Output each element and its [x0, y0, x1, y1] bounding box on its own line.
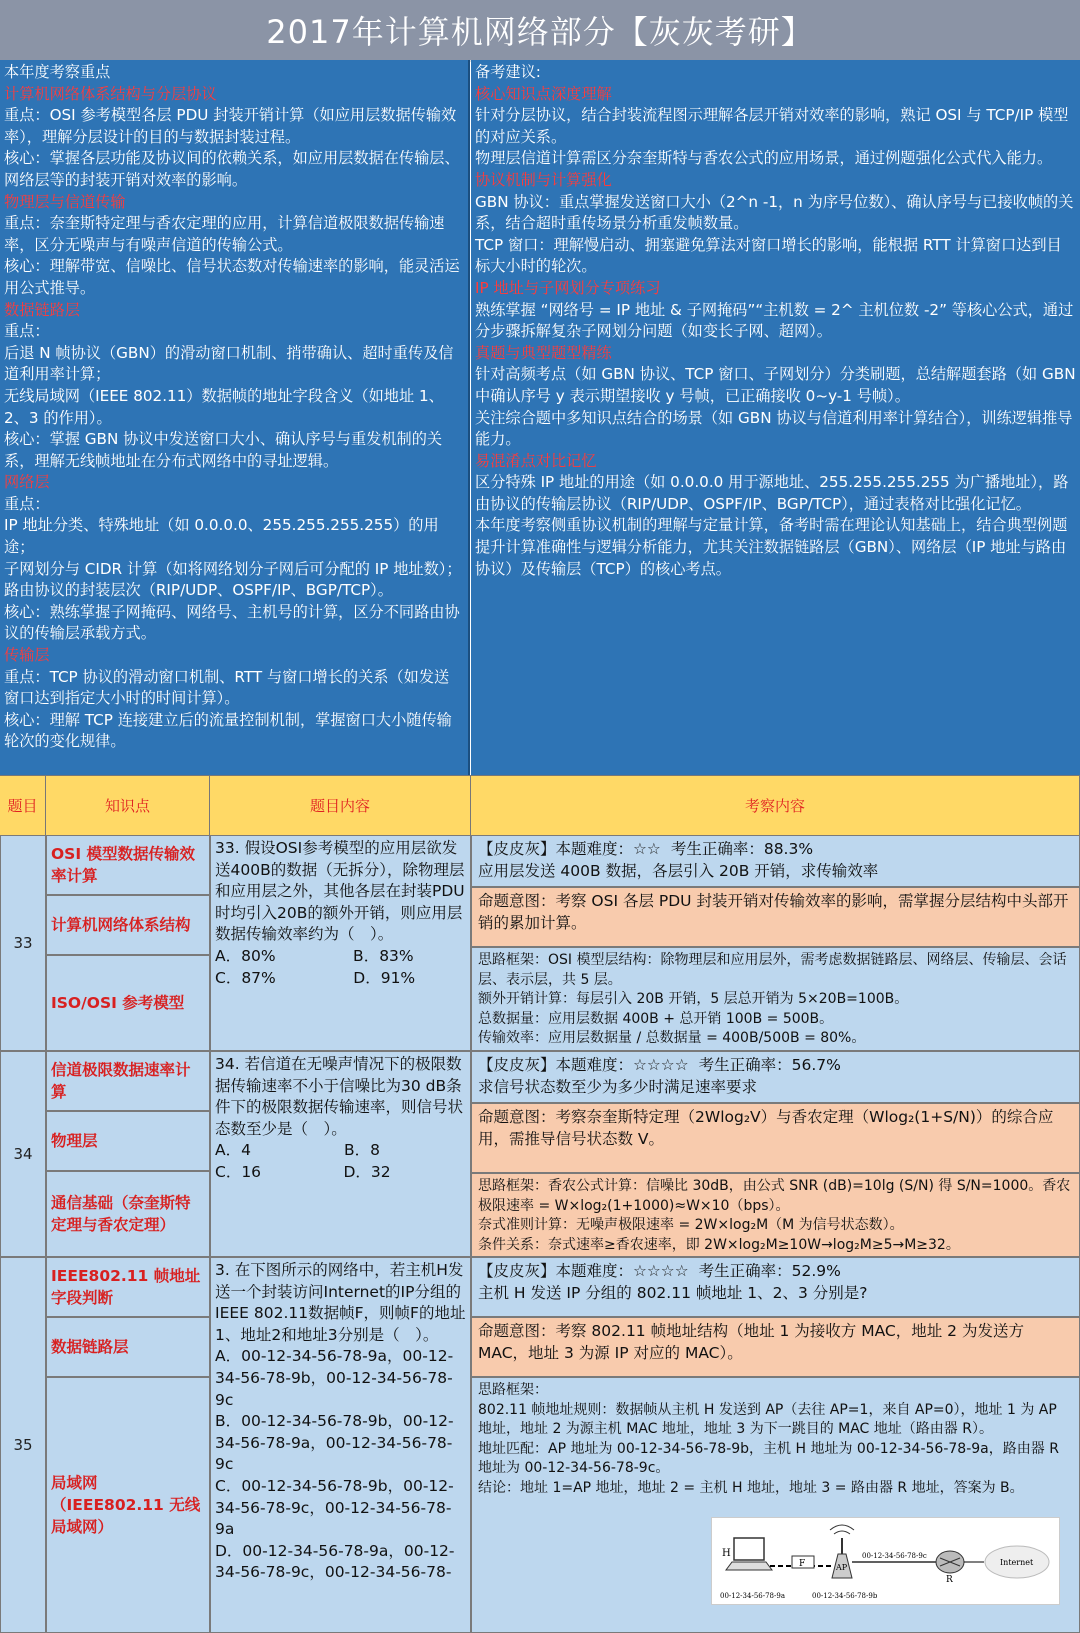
difficulty-line	[478, 1055, 1073, 1077]
framework-line: 条件关系：奈式速率≥香农速率，即 2W×log₂M≥10W→log₂M≥5→M≥32。	[478, 1236, 960, 1253]
panel-line: 重点：TCP 协议的滑动窗口机制、RTT 与窗口增长的关系（如发送窗口达到指定大小时的时间计算）。	[4, 667, 450, 708]
section-heading: 数据链路层	[4, 300, 80, 319]
panel-line: 本年度考察重点	[4, 63, 111, 81]
framework-line: 奈式准则计算：无噪声极限速率 = 2W×log₂M（M 为信号状态数）。	[478, 1217, 904, 1233]
correct-rate: 52.9%	[791, 1262, 841, 1280]
panel-line: 熟练掌握 “网络号 = IP 地址 & 子网掩码”“主机数 = 2^ 主机位数 -2” 等核心公式，通过分步骤拆解复杂子网划分问题（如变长子网、超网）。	[475, 300, 1074, 341]
section-heading: 传输层	[4, 646, 50, 665]
page-title: 2017年计算机网络部分【灰灰考研】	[0, 0, 1080, 62]
framework-line: 额外开销计算：每层引入 20B 开销，5 层总开销为 5×20B=100B。	[478, 991, 909, 1007]
panel-line: 后退 N 帧协议（GBN）的滑动窗口机制、捎带确认、超时重传及信道利用率计算；	[4, 343, 454, 384]
knowledge-point: 数据链路层	[46, 1317, 210, 1377]
panel-line: TCP 窗口：理解慢启动、拥塞避免算法对窗口增长的影响，能根据 RTT 计算窗口达到目标大小时的轮次。	[475, 235, 1062, 276]
difficulty-label: 【皮皮灰】本题难度：	[478, 840, 634, 858]
mac-ap-label: 00-12-34-56-78-9b	[812, 1592, 878, 1600]
header-kp: 知识点	[46, 775, 210, 835]
panel-line: 核心：掌握 GBN 协议中发送窗口大小、确认序号与重发机制的关系，理解无线帧地址在分布式网络中的寻址逻辑。	[4, 430, 443, 470]
framework-line: 结论：地址 1=AP 地址，地址 2 = 主机 H 地址，地址 3 = 路由器 R 地址，答案为 B。	[478, 1479, 1024, 1496]
framework-line: 思路框架：	[478, 1382, 548, 1398]
panel-line: 核心：理解 TCP 连接建立后的流量控制机制，掌握窗口大小随传输轮次的变化规律。	[4, 710, 452, 751]
section-heading: 物理层与信道传输	[4, 192, 126, 211]
panel-line: 无线局域网（IEEE 802.11）数据帧的地址字段含义（如地址 1、2、3 的作用）。	[4, 386, 444, 427]
difficulty-stars: ☆☆☆☆	[633, 1262, 689, 1280]
panel-line: 核心：理解带宽、信噪比、信号状态数对传输速率的影响，能灵活运用公式推导。	[4, 257, 460, 297]
panel-line: 重点：	[4, 494, 50, 513]
network-diagram	[711, 1517, 1060, 1605]
question-content	[210, 1051, 471, 1257]
question-stem: 33. 假设OSI参考模型的应用层欲发送400B的数据（无拆分），除物理层和应用层之外，其他各层在封装PDU时均引入20B的额外开销，则应用层数据传输效率约为（ ）。	[215, 839, 465, 944]
panel-line: 区分特殊 IP 地址的用途（如 0.0.0.0 用于源地址、255.255.255.255 为广播地址），路由协议的传输层协议（RIP/UDP、OSPF/IP、BGP/TCP），通过表格对比强化记忆。	[475, 473, 1069, 513]
focus-panel	[0, 60, 470, 775]
question-number: 34	[0, 1051, 46, 1257]
panel-line: IP 地址分类、特殊地址（如 0.0.0.0、255.255.255.255）的用途；	[4, 516, 439, 557]
question-option: A．00-12-34-56-78-9a，00-12-34-56-78-9b，00-12-34-56-78-9c	[215, 1347, 454, 1409]
question-content	[210, 1257, 471, 1633]
network-diagram-svg	[712, 1518, 1059, 1604]
rate-label: 考生正确率：	[698, 1056, 792, 1074]
difficulty-stars: ☆☆	[633, 840, 661, 858]
question-stem: 3. 在下图所示的网络中，若主机H发送一个封装访问Internet的IP分组的IEEE 802.11数据帧F，则帧F的地址1、地址2和地址3分别是（ ）。	[215, 1261, 466, 1344]
panel-line: 针对分层协议，结合封装流程图示理解各层开销对效率的影响，熟记 OSI 与 TCP/IP 模型的对应关系。	[475, 106, 1069, 146]
intent-cell: 命题意图：考察 802.11 帧地址结构（地址 1 为接收方 MAC，地址 2 为发送方 MAC，地址 3 为源 IP 对应的 MAC）。	[471, 1317, 1080, 1377]
knowledge-point: OSI 模型数据传输效率计算	[46, 835, 210, 895]
difficulty-stars: ☆☆☆☆	[633, 1056, 689, 1074]
internet-label: Internet	[1000, 1558, 1034, 1567]
header-analysis: 考察内容	[471, 775, 1080, 835]
panel-line: 路由协议的封装层次（RIP/UDP、OSPF/IP、BGP/TCP）。	[4, 581, 393, 600]
question-number: 35	[0, 1257, 46, 1633]
question-option: C．87% D．91%	[215, 968, 416, 987]
panel-line: 子网划分与 CIDR 计算（如将网络划分子网后可分配的 IP 地址数）；	[4, 559, 462, 578]
difficulty-description: 主机 H 发送 IP 分组的 802.11 帧地址 1、2、3 分别是?	[478, 1283, 868, 1302]
rate-label: 考生正确率：	[698, 1262, 792, 1280]
panel-line: 关注综合题中多知识点结合的场景（如 GBN 协议与信道利用率计算结合），训练逻辑推导能力。	[475, 408, 1073, 449]
knowledge-point: 通信基础（奈奎斯特定理与香农定理）	[46, 1171, 210, 1257]
host-label: H	[722, 1548, 731, 1559]
knowledge-point: IEEE802.11 帧地址字段判断	[46, 1257, 210, 1317]
framework-line: 思路框架：香农公式计算：信噪比 30dB，由公式 SNR (dB)=10lg (S/N) 得 S/N=1000。香农极限速率 = W×log₂(1+1000)≈W×10（bps）。	[478, 1178, 1071, 1214]
difficulty-cell	[471, 1257, 1080, 1317]
difficulty-cell	[471, 835, 1080, 887]
knowledge-point: 计算机网络体系结构	[46, 895, 210, 955]
mac-h-label: 00-12-34-56-78-9a	[720, 1592, 785, 1600]
router-icon	[936, 1551, 964, 1573]
advice-panel	[471, 60, 1080, 775]
rate-label: 考生正确率：	[670, 840, 764, 858]
section-heading: 网络层	[4, 473, 50, 492]
question-number: 33	[0, 835, 46, 1051]
section-heading: 计算机网络体系结构与分层协议	[4, 84, 217, 103]
knowledge-point: 局域网（IEEE802.11 无线局域网）	[46, 1377, 210, 1633]
panel-line: 备考建议:	[475, 63, 541, 81]
question-option: A．4 B．8	[215, 1141, 380, 1160]
section-heading: 真题与典型题型精练	[475, 343, 612, 362]
difficulty-line	[478, 839, 1073, 861]
intent-cell: 命题意图：考察奈奎斯特定理（2Wlog₂V）与香农定理（Wlog₂(1+S/N)）的综合应用，需推导信号状态数 V。	[471, 1103, 1080, 1173]
panel-line: 物理层信道计算需区分奈奎斯特与香农公式的应用场景，通过例题强化公式代入能力。	[475, 149, 1053, 168]
knowledge-point: ISO/OSI 参考模型	[46, 955, 210, 1051]
panel-line: 重点：OSI 参考模型各层 PDU 封装开销计算（如应用层数据传输效率），理解分层设计的目的与数据封装过程。	[4, 106, 457, 146]
framework-line: 802.11 帧地址规则：数据帧从主机 H 发送到 AP（去往 AP=1，来自 AP=0），地址 1 为 AP 地址，地址 2 为源主机 MAC 地址，地址 3 为下一跳目的 MAC 地址（路由器 R）。	[478, 1401, 1057, 1437]
router-label: R	[946, 1575, 953, 1585]
panel-line: 重点：奈奎斯特定理与香农定理的应用，计算信道极限数据传输速率，区分无噪声与有噪声信道的传输公式。	[4, 214, 445, 254]
panel-line: 针对高频考点（如 GBN 协议、TCP 窗口、子网划分）分类刷题，总结解题套路（如 GBN 中确认序号 y 表示期望接收 y 号帧，已正确接收 0~y-1 号帧）。	[475, 365, 1076, 405]
panel-line: 本年度考察侧重协议机制的理解与定量计算，备考时需在理论认知基础上，结合典型例题提升计算准确性与逻辑分析能力，尤其关注数据链路层（GBN）、网络层（IP 地址与路由协议）及传输层（TCP）的核心考点。	[475, 516, 1068, 578]
laptop-icon	[726, 1538, 772, 1570]
section-heading: IP 地址与子网划分专项练习	[475, 278, 661, 297]
section-heading: 核心知识点深度理解	[475, 84, 612, 103]
framework-line: 总数据量：应用层数据 400B + 总开销 100B = 500B。	[478, 1010, 834, 1027]
difficulty-label: 【皮皮灰】本题难度：	[478, 1262, 634, 1280]
framework-line: 思路框架：OSI 模型层结构：除物理层和应用层外，需考虑数据链路层、网络层、传输层、会话层、表示层，共 5 层。	[478, 952, 1067, 988]
difficulty-description: 求信号状态数至少为多少时满足速率要求	[478, 1077, 758, 1096]
question-option: D．00-12-34-56-78-9a，00-12-34-56-78-9c，00-12-34-56-78-	[215, 1541, 455, 1582]
difficulty-line	[478, 1261, 1073, 1283]
question-content	[210, 835, 471, 1051]
question-option: A．80% B．83%	[215, 946, 414, 965]
panel-line: 核心：熟练掌握子网掩码、网络号、主机号的计算，区分不同路由协议的传输层承载方式。	[4, 602, 460, 643]
mac-r-label: 00-12-34-56-78-9c	[862, 1552, 927, 1560]
knowledge-point: 物理层	[46, 1111, 210, 1171]
panel-line: 核心：掌握各层功能及协议间的依赖关系，如应用层数据在传输层、网络层等的封装开销对效率的影响。	[4, 149, 460, 189]
question-stem: 34. 若信道在无噪声情况下的极限数据传输速率不小于信噪比为30 dB条件下的极限数据传输速率，则信号状态数至少是（ ）。	[215, 1055, 464, 1138]
framework-line: 传输效率：应用层数据量 / 总数据量 = 400B/500B = 80%。	[478, 1030, 866, 1046]
framework-cell	[471, 947, 1080, 1051]
framework-cell	[471, 1173, 1080, 1257]
difficulty-description: 应用层发送 400B 数据，各层引入 20B 开销，求传输效率	[478, 861, 879, 880]
panel-line: 重点：	[4, 322, 50, 341]
knowledge-point: 信道极限数据速率计算	[46, 1051, 210, 1111]
difficulty-label: 【皮皮灰】本题难度：	[478, 1056, 634, 1074]
section-heading: 易混淆点对比记忆	[475, 451, 597, 470]
intent-cell: 命题意图：考察 OSI 各层 PDU 封装开销对传输效率的影响，需掌握分层结构中头部开销的累加计算。	[471, 887, 1080, 947]
framework-line: 地址匹配：AP 地址为 00-12-34-56-78-9b，主机 H 地址为 00-12-34-56-78-9a，路由器 R 地址为 00-12-34-56-78-9c。	[478, 1440, 1059, 1476]
question-option: B．00-12-34-56-78-9b，00-12-34-56-78-9a，00-12-34-56-78-9c	[215, 1412, 454, 1474]
frame-label: F	[799, 1559, 806, 1569]
section-heading: 协议机制与计算强化	[475, 170, 612, 189]
panel-line: GBN 协议：重点掌握发送窗口大小（2^n -1，n 为序号位数）、确认序号与已接收帧的关系，结合超时重传场景分析重发帧数量。	[475, 192, 1074, 233]
header-content: 题目内容	[210, 775, 471, 835]
difficulty-cell	[471, 1051, 1080, 1103]
correct-rate: 88.3%	[763, 840, 814, 858]
question-option: C．00-12-34-56-78-9b，00-12-34-56-78-9c，00-12-34-56-78-9a	[215, 1476, 454, 1539]
header-num: 题目	[0, 775, 46, 835]
correct-rate: 56.7%	[791, 1056, 841, 1074]
question-option: C．16 D．32	[215, 1162, 391, 1181]
ap-label: AP	[836, 1563, 848, 1572]
